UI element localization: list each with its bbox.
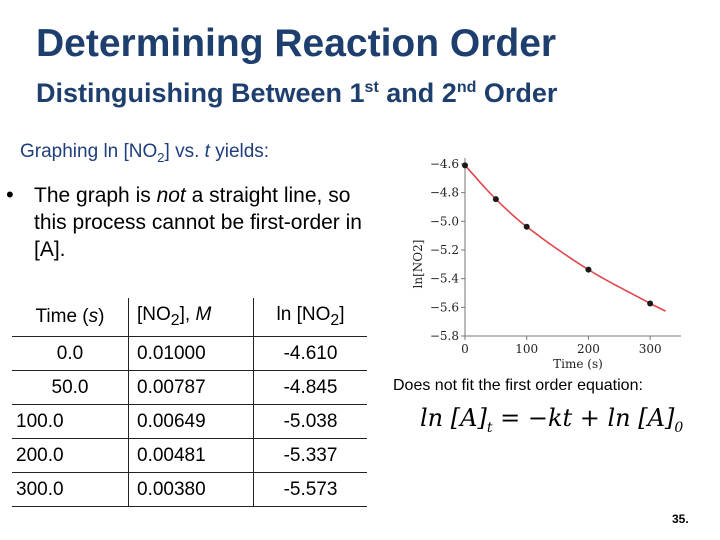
table-row — [12, 473, 367, 507]
header-time: Time (s) — [12, 298, 129, 337]
data-point — [493, 196, 499, 202]
cell-concentration: 0.00380 — [129, 473, 254, 507]
table-header-row — [12, 298, 367, 337]
x-tick-label: 200 — [576, 342, 600, 356]
x-axis-label: Time (s) — [553, 357, 603, 371]
cell-time: 300.0 — [12, 473, 129, 507]
y-tick-label: −5.6 — [429, 300, 459, 315]
data-table — [12, 298, 367, 507]
cell-concentration: 0.00787 — [129, 371, 254, 405]
cell-time: 200.0 — [12, 439, 129, 473]
table-row — [12, 371, 367, 405]
cell-ln: -4.610 — [254, 337, 368, 371]
cell-concentration: 0.00649 — [129, 405, 254, 439]
y-tick-label: −5.8 — [429, 329, 459, 343]
data-point — [524, 224, 530, 230]
page-number: 35. — [672, 512, 689, 526]
header-ln-concentration: $\ln [NO_2]$ — [254, 298, 368, 337]
slide-subtitle: Distinguishing Between 1st and 2nd Order — [36, 78, 558, 108]
cell-ln: -5.038 — [254, 405, 368, 439]
x-tick-label: 300 — [638, 342, 662, 356]
table-row — [12, 405, 367, 439]
x-tick-label: 100 — [515, 342, 539, 356]
table-row — [12, 337, 367, 371]
data-point — [462, 162, 468, 168]
y-tick-label: −4.6 — [429, 157, 459, 171]
data-point — [647, 300, 653, 306]
bullet-text: The graph is not a straight line, so this process cannot be first-order in [A]. — [34, 184, 362, 261]
cell-time: 50.0 — [12, 371, 129, 405]
bullet-icon: • — [6, 182, 14, 207]
x-tick-label: 0 — [461, 342, 469, 356]
cell-ln: -5.337 — [254, 439, 368, 473]
y-tick-label: −5.4 — [429, 271, 459, 286]
series-line — [465, 165, 666, 311]
cell-ln: -5.573 — [254, 473, 368, 507]
slide-title: Determining Reaction Order — [36, 22, 557, 65]
fit-note: Does not fit the first order equation: — [393, 377, 643, 394]
first-order-equation: $\ln [A]_t = -kt + \ln [A]_0$ — [420, 404, 684, 436]
table-row — [12, 439, 367, 473]
cell-time: 0.0 — [12, 337, 129, 371]
data-point — [585, 267, 591, 273]
ln-concentration-chart — [408, 146, 698, 376]
y-tick-label: −4.8 — [429, 185, 459, 200]
cell-concentration: 0.01000 — [129, 337, 254, 371]
cell-concentration: 0.00481 — [129, 439, 254, 473]
cell-time: 100.0 — [12, 405, 129, 439]
cell-ln: -4.845 — [254, 371, 368, 405]
graph-caption: Graphing $\ln [NO_2]$ vs. t yields: — [20, 141, 270, 165]
header-concentration: $[NO_2]$, M — [129, 298, 254, 337]
y-tick-label: −5.0 — [429, 214, 459, 229]
y-tick-label: −5.2 — [429, 243, 459, 257]
y-axis-label: ln[NO2] — [411, 239, 425, 289]
